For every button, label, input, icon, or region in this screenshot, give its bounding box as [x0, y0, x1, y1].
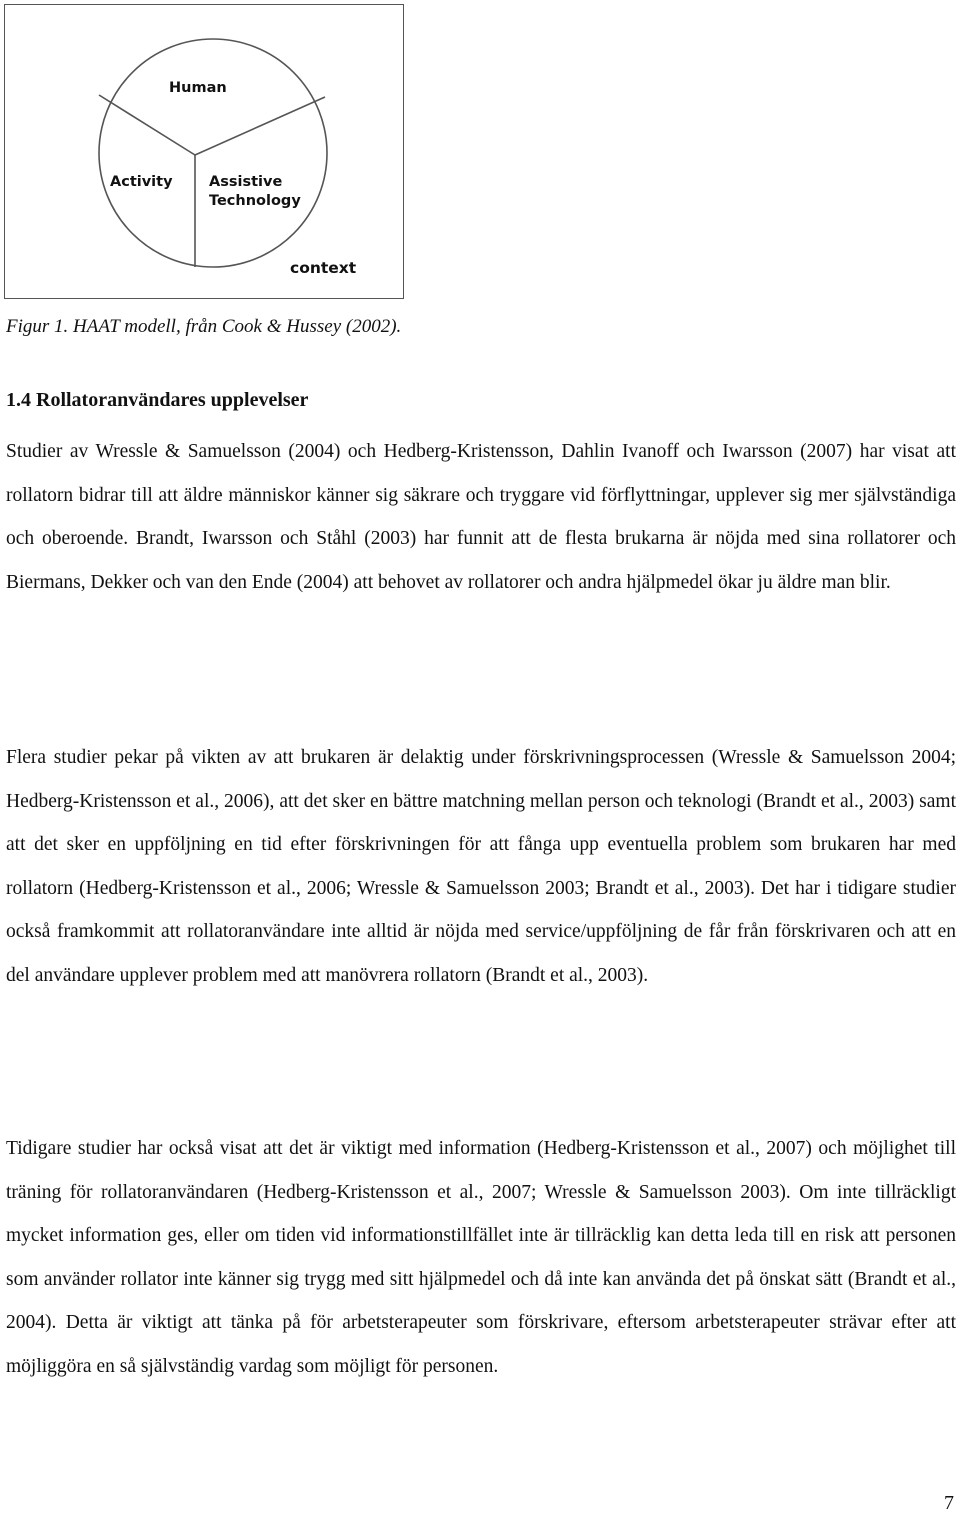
label-assistive: Assistive [209, 174, 283, 190]
haat-model-figure [4, 4, 404, 299]
haat-circle [99, 39, 327, 267]
paragraph-1: Studier av Wressle & Samuelsson (2004) och Hedberg-Kristensson, Dahlin Ivanoff och Iwarsson (2007) har visat att rollatorn bidrar till att äldre människor känner sig säkrare och tryggare vid förflyttningar, upplever sig mer självständiga och oberoende. Brandt, Iwarsson och Ståhl (2003) har funnit att de flesta brukarna är nöjda med sina rollatorer och Biermans, Dekker och van den Ende (2004) att behovet av rollatorer och andra hjälpmedel ökar ju äldre man blir. [6, 441, 956, 593]
divider-left [99, 95, 195, 155]
label-context: context [290, 259, 357, 277]
paragraph-2: Flera studier pekar på vikten av att brukaren är delaktig under förskrivningsprocessen (Wressle & Samuelsson 2004; Hedberg-Kristensson et al., 2006), att det sker en bättre matchning mellan person och teknologi (Brandt et al., 2003) samt att det sker en uppföljning en tid efter förskrivningen för att fånga upp eventuella problem som brukaren har med rollatorn (Hedberg-Kristensson et al., 2006; Wressle & Samuelsson 2003; Brandt et al., 2003). Det har i tidigare studier också framkommit att rollatoranvändare inte alltid är nöjda med service/uppföljning de får från förskrivaren och att en del användare upplever problem med att manövrera rollatorn (Brandt et al., 2003). [6, 747, 956, 986]
figure-caption: Figur 1. HAAT modell, från Cook & Hussey (2002). [6, 316, 402, 337]
section-heading: 1.4 Rollatoranvändares upplevelser [6, 389, 309, 411]
page-number: 7 [944, 1492, 954, 1514]
haat-diagram [5, 5, 405, 300]
label-activity: Activity [110, 174, 173, 190]
divider-right [195, 97, 325, 155]
label-human: Human [169, 80, 227, 96]
label-technology: Technology [209, 193, 301, 209]
paragraph-3: Tidigare studier har också visat att det är viktigt med information (Hedberg-Kristensson et al., 2007) och möjlighet till träning för rollatoranvändaren (Hedberg-Kristensson et al., 2007; Wressle & Samuelsson 2003). Om inte tillräckligt mycket information ges, eller om tiden vid informationstillfället inte är tillräcklig kan detta leda till en risk att personen som använder rollator inte känner sig trygg med sitt hjälpmedel och då inte kan använda det på önskat sätt (Brandt et al., 2004). Detta är viktigt att tänka på för arbetsterapeuter som förskrivare, eftersom arbetsterapeuter strävar efter att möjliggöra en så självständig vardag som möjligt för personen. [6, 1138, 956, 1377]
